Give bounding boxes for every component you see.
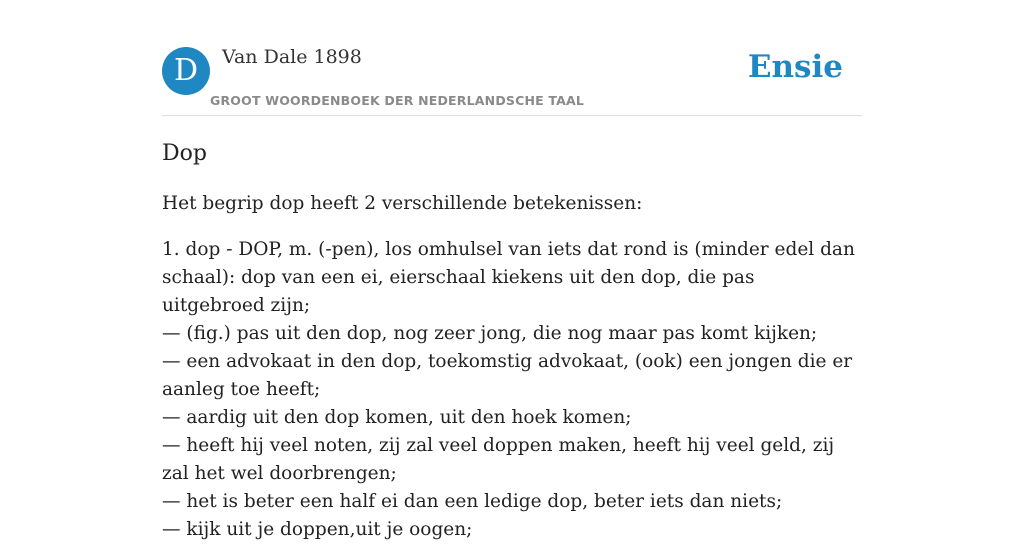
definition-line: — kijk uit je doppen,uit je oogen; <box>162 519 473 540</box>
definition-line: — een advokaat in den dop, toekomstig advokaat, (ook) een jongen die er aanleg toe heeft; <box>162 351 853 400</box>
definition-body <box>162 236 862 544</box>
entry-intro: Het begrip dop heeft 2 verschillende betekenissen: <box>162 193 643 214</box>
dictionary-logo-icon[interactable]: D <box>162 47 210 95</box>
definition-line: 1. dop - DOP, m. (-pen), los omhulsel van iets dat rond is (minder edel dan schaal): dop van een ei, eierschaal kiekens uit den dop, die pas uitgebroed zijn; <box>162 239 855 316</box>
definition-line: — het is beter een half ei dan een ledige dop, beter iets dan niets; <box>162 491 783 512</box>
entry-content <box>162 138 862 544</box>
dictionary-title[interactable]: Van Dale 1898 <box>222 46 362 68</box>
brand-logo[interactable]: Ensie <box>747 49 843 85</box>
site-header <box>162 0 862 116</box>
definition-line: — (fig.) pas uit den dop, nog zeer jong, die nog maar pas komt kijken; <box>162 323 818 344</box>
dictionary-subtitle: GROOT WOORDENBOEK DER NEDERLANDSCHE TAAL <box>210 93 585 108</box>
entry-title: Dop <box>162 141 207 166</box>
definition-line: — heeft hij veel noten, zij zal veel doppen maken, heeft hij veel geld, zij zal het wel doorbrengen; <box>162 435 835 484</box>
definition-line: — aardig uit den dop komen, uit den hoek komen; <box>162 407 632 428</box>
